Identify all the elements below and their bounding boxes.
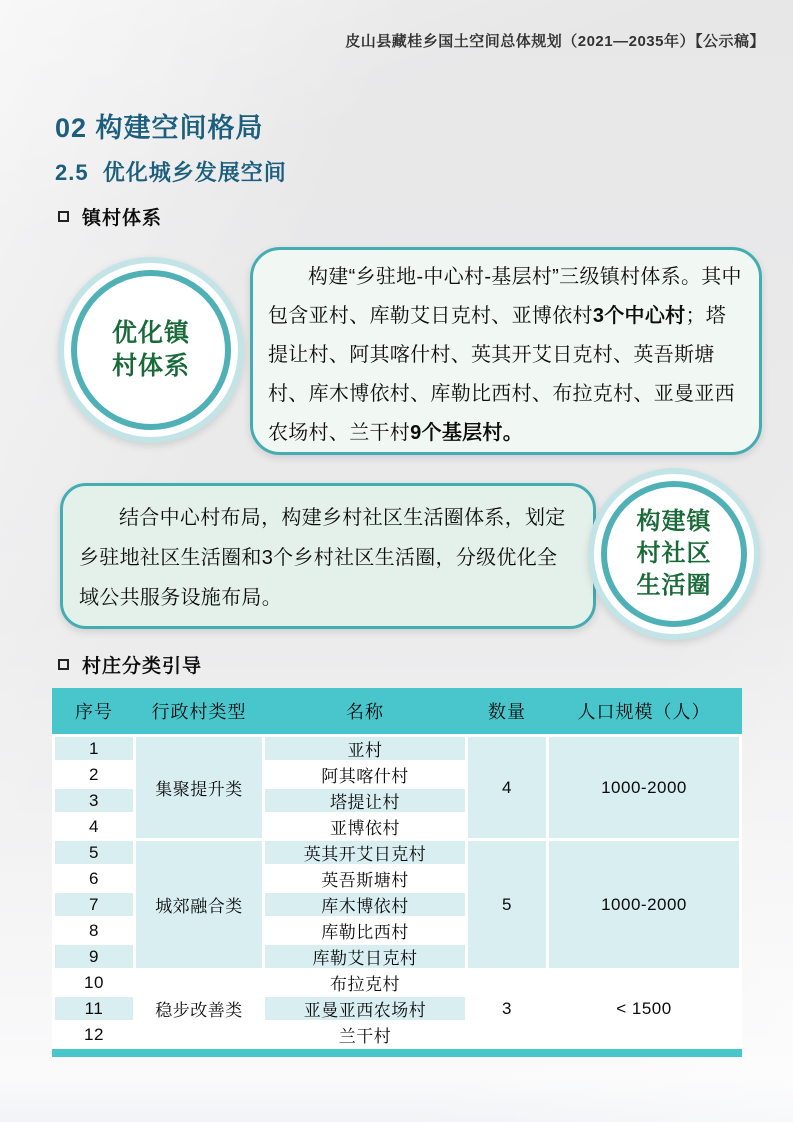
table-cell-no: 3: [55, 789, 133, 812]
badge-community-life-circle: [588, 468, 760, 640]
table-cell-population: 1000-2000: [549, 737, 739, 838]
table-cell-count: 3: [468, 971, 546, 1046]
table-cell-name: 库勒艾日克村: [265, 945, 465, 968]
table-cell-type: 稳步改善类: [136, 971, 262, 1046]
table-cell-name: 亚曼亚西农场村: [265, 997, 465, 1020]
text-run: ；塔提让村、阿其喀什村、英其开艾日克村、英吾斯塘村、库木博依村、库勒比西村、布拉克村、亚曼亚西农场村、兰干村: [268, 305, 735, 444]
badge-text-line: 构建镇: [636, 508, 712, 536]
chapter-title: 02 构建空间格局: [55, 113, 264, 143]
table-cell-no: 5: [55, 841, 133, 864]
table-cell-no: 7: [55, 893, 133, 916]
table-cell-no: 4: [55, 815, 133, 838]
table-cell-population: 1000-2000: [549, 841, 739, 968]
table-header-cell: 序号: [55, 688, 133, 734]
table-cell-type: 集聚提升类: [136, 737, 262, 838]
subsection-village-system: [58, 203, 162, 230]
badge-optimize-village-system: [58, 257, 244, 443]
table-cell-name: 库勒比西村: [265, 919, 465, 942]
table-cell-no: 11: [55, 997, 133, 1020]
table-header-cell: 数量: [468, 688, 546, 734]
textbox-village-system: [250, 247, 762, 455]
table-bottom-bar: [52, 1049, 742, 1057]
subsection-label: 镇村体系: [82, 208, 163, 229]
table-cell-name: 亚村: [265, 737, 465, 760]
table-cell-no: 9: [55, 945, 133, 968]
village-classification-table: [52, 688, 742, 1057]
table-cell-no: 2: [55, 763, 133, 786]
subsection-village-classification: [58, 651, 202, 678]
textbox-community-circle: [60, 483, 596, 629]
table-header-cell: 行政村类型: [136, 688, 262, 734]
section-title: 2.5 优化城乡发展空间: [55, 160, 287, 185]
table-cell-no: 8: [55, 919, 133, 942]
document-header-title: 皮山县藏桂乡国土空间总体规划（2021—2035年）【公示稿】: [345, 33, 765, 50]
table-cell-name: 塔提让村: [265, 789, 465, 812]
table-cell-name: 阿其喀什村: [265, 763, 465, 786]
table-cell-count: 4: [468, 737, 546, 838]
table-cell-no: 6: [55, 867, 133, 890]
table-cell-no: 12: [55, 1023, 133, 1046]
table-cell-count: 5: [468, 841, 546, 968]
badge-text-line: 生活圈: [636, 571, 712, 599]
square-bullet-icon: [58, 211, 69, 222]
text-run-bold: 3个中心村: [592, 305, 686, 327]
table-cell-name: 兰干村: [265, 1023, 465, 1046]
table-header-cell: 人口规模（人）: [549, 688, 739, 734]
table-header-cell: 名称: [265, 688, 465, 734]
textbox-paragraph: [268, 258, 744, 453]
table-cell-name: 布拉克村: [265, 971, 465, 994]
table-cell-name: 英其开艾日克村: [265, 841, 465, 864]
table-cell-name: 库木博依村: [265, 893, 465, 916]
table-body: [52, 734, 742, 1049]
badge-inner-circle: [71, 270, 231, 430]
badge-text-line: 优化镇: [111, 319, 190, 347]
badge-inner-circle: [601, 481, 747, 627]
table-cell-name: 英吾斯塘村: [265, 867, 465, 890]
table-cell-type: 城郊融合类: [136, 841, 262, 968]
table-cell-no: 1: [55, 737, 133, 760]
table-cell-name: 亚博依村: [265, 815, 465, 838]
text-run: 构建“乡驻地-中心村-基层村”三级镇村体系。其中包含亚村、库勒艾日克村、亚博依村: [268, 266, 742, 327]
square-bullet-icon: [58, 659, 69, 670]
table-cell-population: < 1500: [549, 971, 739, 1046]
textbox-paragraph: 结合中心村布局，构建乡村社区生活圈体系，划定乡驻地社区生活圈和3个乡村社区生活圈，分级优化全域公共服务设施布局。: [79, 507, 566, 609]
subsection-label: 村庄分类引导: [82, 656, 203, 677]
table-cell-no: 10: [55, 971, 133, 994]
table-header-row: [52, 688, 742, 734]
text-run-bold: 9个基层村。: [410, 422, 524, 444]
badge-text-line: 村社区: [636, 540, 712, 568]
badge-text-line: 村体系: [111, 352, 190, 380]
